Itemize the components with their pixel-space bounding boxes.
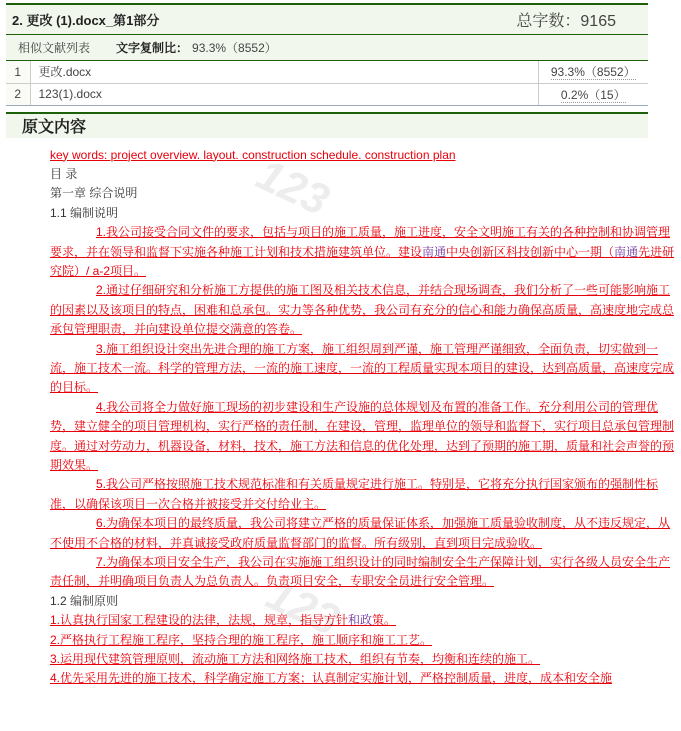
matched-text-part: 先进研究院）/ a-2项目。	[50, 244, 675, 278]
paragraph-7	[50, 553, 677, 592]
copy-ratio-value: 93.3%（8552）	[192, 41, 277, 55]
matched-text-part: 中央创新区科技创新中心一期（	[446, 244, 615, 259]
matched-text[interactable]: 3.施工组织设计突出先进合理的施工方案，施工组织周到严谨，施工管理严谨细致，全面负责，切实做到一流，施工技术一流。科学的管理方法，一流的施工速度，一流的工程质量实现本项目的建设，达到高质量，高速度完成的目标。	[50, 341, 675, 395]
matched-text-part: 1.认真执行国家工程建设的法律，法规，规章，指导方针	[50, 613, 349, 628]
matched-text-part: 策。	[372, 613, 397, 628]
matched-text[interactable]: 2.通过仔细研究和分析施工方提供的施工图及相关技术信息，并结合现场调查，我们分析了一些可能影响施工的因素以及该项目的特点，困难和总承包。实力等各种优势，我公司有充分的信心和能力确保高质量，高速度地完成总承包管理职责，并向建设单位提交满意的答卷。	[50, 283, 675, 337]
watermark: 123	[249, 149, 337, 225]
similar-docs-label: 相似文献列表	[18, 41, 91, 55]
matched-text[interactable]: 2.严格执行工程施工程序，坚持合理的施工程序，施工顺序和施工工艺。	[50, 632, 433, 647]
matched-text[interactable]: 7.为确保本项目安全生产，我公司在实施施工组织设计的同时编制安全生产保障计划，实行各级人员安全生产责任制，并明确项目负责人为总负责人。负责项目安全，专职安全员进行安全管理。	[50, 555, 671, 589]
principle-4	[50, 669, 648, 688]
table-row[interactable]	[6, 61, 648, 83]
matched-text[interactable]: 4.我公司将全力做好施工现场的初步建设和生产设施的总体规划及布置的准备工作。充分利用公司的管理优势，建立健全的项目管理机构，实行严格的责任制，在建设，管理，监理单位的领导和监督下，实行项目总承包管理制度。通过对劳动力，机器设备，材料，技术，施工方法和信息的优化处理，达到了预期的施工期，质量和社会声誉的预期效果。	[50, 399, 675, 472]
watermark: 123	[259, 569, 347, 645]
document-title: 2. 更改 (1).docx_第1部分	[12, 13, 160, 28]
matched-text[interactable]	[50, 225, 674, 278]
doc-percent-value: 0.2%（15）	[560, 87, 626, 102]
similar-docs-table	[6, 61, 648, 106]
original-content-body	[6, 138, 675, 689]
document-title-bar	[6, 3, 648, 35]
keywords-line[interactable]: key words: project overview. layout. construction schedule. construction plan	[50, 147, 456, 162]
toc-heading: 目 录	[50, 166, 78, 181]
doc-name-link[interactable]: 更改.docx	[30, 61, 538, 83]
copy-ratio-label: 文字复制比：	[116, 41, 189, 55]
paragraph-6	[50, 514, 677, 553]
paragraph-5	[50, 475, 677, 514]
doc-name-link[interactable]: 123(1).docx	[30, 83, 538, 105]
principle-2	[50, 631, 648, 650]
principle-3	[50, 650, 648, 669]
matched-text[interactable]: 6.为确保本项目的最终质量，我公司将建立严格的质量保证体系，加强施工质量验收制度，从不违反规定，从不使用不合格的材料，并真诚接受政府质量监督部门的监督。所有级别，直到项目完成验收。	[50, 516, 671, 550]
principle-1	[50, 611, 648, 630]
row-index: 1	[6, 61, 30, 83]
matched-text[interactable]: 4.优先采用先进的施工技术，科学确定施工方案；认真制定实施计划，严格控制质量，进度，成本和安全施	[50, 671, 613, 686]
section-heading: 1.1 编制说明	[50, 205, 119, 220]
doc-percent-value: 93.3%（8552）	[550, 65, 636, 80]
doc-percent	[538, 61, 648, 83]
paragraph-4	[50, 398, 677, 476]
matched-text[interactable]: 3.运用现代建筑管理原则，流动施工方法和网络施工技术，组织有节奏，均衡和连续的施工。	[50, 652, 541, 667]
matched-text[interactable]: 5.我公司严格按照施工技术规范标准和有关质量规定进行施工。特别是，它将充分执行国家颁布的强制性标准，以确保该项目一次合格并被接受并交付给业主。	[50, 477, 659, 511]
row-index: 2	[6, 83, 30, 105]
matched-text-part: 1.我公司接受合同文件的要求，包括与项目的施工质量，施工进度，安全文明施工有关的各种控制和协调管理要求，并在领导和监督下实施各种施工计划和技术措施建筑单位。建设	[50, 225, 671, 259]
paragraph-2	[50, 281, 677, 339]
matched-text-alt: 南通	[614, 244, 639, 259]
original-content-heading: 原文内容	[6, 112, 648, 138]
total-char-count: 总字数：9165	[516, 13, 616, 30]
report-panel	[6, 3, 675, 689]
matched-text[interactable]	[50, 613, 396, 627]
paragraph-1	[50, 223, 677, 281]
matched-text-alt: 和政	[348, 613, 373, 628]
table-row[interactable]	[6, 83, 648, 105]
matched-text-alt: 南通	[422, 244, 447, 259]
chapter-heading: 第一章 综合说明	[50, 186, 138, 201]
similarity-summary-bar	[6, 35, 648, 61]
section-heading: 1.2 编制原则	[50, 593, 119, 608]
doc-percent	[538, 83, 648, 105]
paragraph-3	[50, 340, 677, 398]
